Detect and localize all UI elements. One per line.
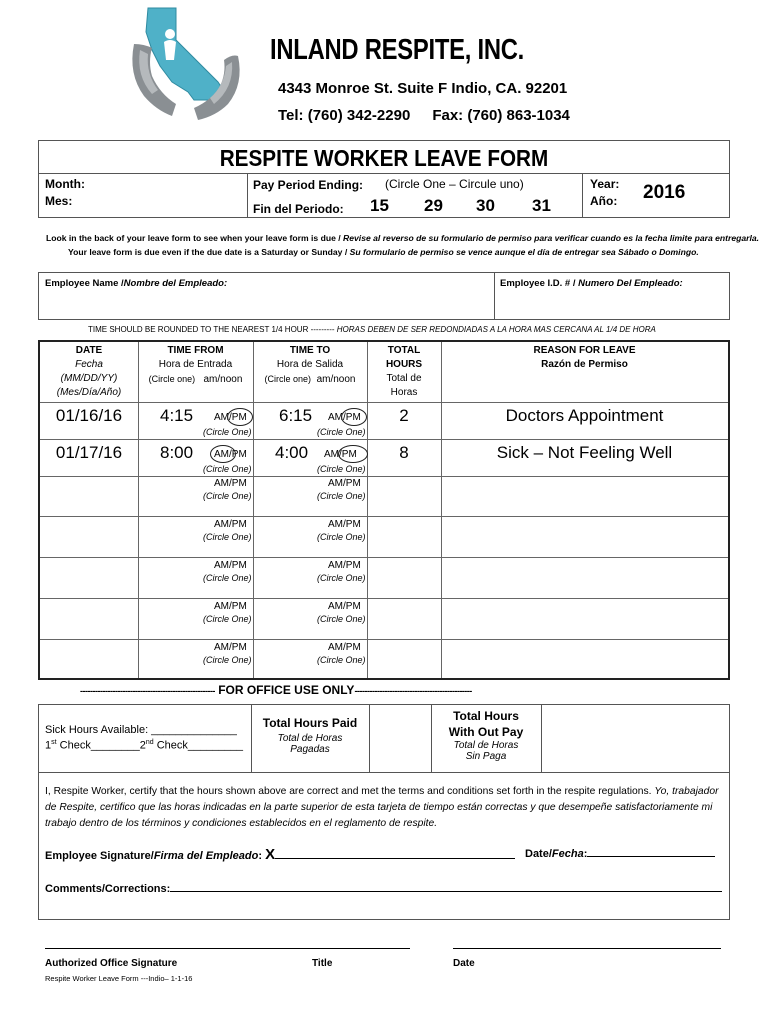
circle-one-hint: (Circle One) <box>317 655 366 665</box>
due-notice-2: Your leave form is due even if the due date is a Saturday or Sunday / Su formulario de permiso se vence aunque el día de entregar sea Sábado o Domingo. <box>68 247 699 257</box>
form-title: RESPITE WORKER LEAVE FORM <box>219 145 549 171</box>
circle-one-hint: (Circle One) <box>203 573 252 583</box>
due-notice-1: Look in the back of your leave form to see when your leave form is due / Revise al reverso de su formulario de permiso para verificar cuando es la fecha limite para entregarla. <box>46 233 760 243</box>
total-hours-header: TOTAL HOURS Total de Horas <box>385 345 423 398</box>
pm-circle-mark <box>341 408 367 426</box>
ampm-option[interactable]: AM/PM <box>328 478 361 489</box>
ampm-option[interactable]: AM/PM <box>214 519 247 530</box>
company-fax: Fax: (760) 863-1034 <box>432 107 570 124</box>
am-circle-mark <box>210 445 236 463</box>
ampm-option[interactable]: AM/PM <box>214 412 247 423</box>
authorized-signature-label: Authorized Office Signature <box>45 958 178 969</box>
certification-text: I, Respite Worker, certify that the hours shown above are correct and met the terms and conditions set forth in the respite regulations. Yo, trabajador de Respite, certifico que las horas indicadas en la parte superior de esta tarjeta de tiempo están correctas y que desempeñe satisfactoriamente mi trabajo dentro de los términos y condiciones establecidos en el reglamento de respite. <box>45 786 719 829</box>
employee-signature-field[interactable]: Employee Signature/Firma del Empleado: X <box>45 846 515 863</box>
title-label: Title <box>312 958 333 969</box>
ampm-option[interactable]: AM/PM <box>328 560 361 571</box>
time-from-header: TIME FROM Hora de Entrada (Circle one) am/noon <box>148 345 243 385</box>
total-without-pay-cell[interactable]: Total Hours With Out Pay Total de Horas Sin Paga <box>448 709 524 762</box>
ampm-option[interactable]: AM/PM <box>328 642 361 653</box>
circle-one-hint: (Circle One) <box>317 491 366 501</box>
company-tel: Tel: (760) 342-2290 <box>278 107 411 124</box>
leave-table <box>38 340 730 680</box>
entry-date[interactable]: 01/16/16 <box>55 406 123 425</box>
form-version: Respite Worker Leave Form ---Indio– 1-1-16 <box>45 974 193 983</box>
company-address: 4343 Monroe St. Suite F Indio, CA. 92201 <box>278 80 568 97</box>
divider <box>38 173 730 174</box>
entry-time-from[interactable]: 4:15 <box>160 406 194 425</box>
date-header: DATE Fecha (MM/DD/YY) (Mes/Día/Año) <box>56 345 122 398</box>
ampm-option[interactable]: AM/PM <box>214 449 247 460</box>
ampm-option[interactable]: AM/PM <box>328 412 361 423</box>
fin-del-periodo-label: Fin del Periodo: <box>253 202 344 216</box>
entry-time-from[interactable]: 8:00 <box>160 443 194 462</box>
authorized-signature-line[interactable] <box>45 948 410 949</box>
ampm-option[interactable]: AM/PM <box>214 560 247 571</box>
circle-one-hint: (Circle One) <box>317 427 366 437</box>
circle-one-hint: (Circle One) <box>317 573 366 583</box>
company-logo <box>126 4 246 122</box>
entry-reason[interactable]: Doctors Appointment <box>505 406 664 425</box>
sick-hours-field[interactable]: Sick Hours Available: ______________ <box>45 724 237 736</box>
pm-circle-mark <box>338 445 368 463</box>
month-label: Month: <box>45 177 85 191</box>
signature-date-field[interactable]: Date/Fecha: <box>525 848 715 860</box>
employee-name-field[interactable]: Employee Name /Nombre del Empleado: <box>45 278 228 289</box>
period-day-option[interactable]: 31 <box>532 196 551 215</box>
divider <box>541 704 542 772</box>
ampm-option[interactable]: AM/PM <box>328 601 361 612</box>
circle-one-hint: (Circle One) <box>317 532 366 542</box>
entry-hours[interactable]: 8 <box>399 443 409 462</box>
entry-reason[interactable]: Sick – Not Feeling Well <box>496 443 673 462</box>
date-label: Date <box>453 958 475 969</box>
entry-date[interactable]: 01/17/16 <box>55 443 123 462</box>
pay-period-label: Pay Period Ending: <box>253 178 364 192</box>
period-day-option[interactable]: 29 <box>424 196 443 215</box>
ano-label: Año: <box>590 194 618 208</box>
divider <box>38 772 730 773</box>
comments-field[interactable]: Comments/Corrections: <box>45 883 722 895</box>
entry-time-to[interactable]: 6:15 <box>279 406 313 425</box>
check-fields[interactable]: 1st Check________2nd Check_________ <box>45 739 243 752</box>
divider <box>582 173 583 218</box>
circle-one-hint: (Circle One) <box>203 491 252 501</box>
rounding-notice: TIME SHOULD BE ROUNDED TO THE NEAREST 1/4 HOUR --------- HORAS DEBEN DE SER REDONDIADAS A LA HORA MAS CERCANA AL 1/4 DE HORA <box>88 325 656 334</box>
company-phones <box>278 107 570 124</box>
circle-one-hint: (Circle One) <box>203 614 252 624</box>
period-day-option[interactable]: 15 <box>370 196 389 215</box>
divider <box>247 173 248 218</box>
circle-one-hint: (Circle One) <box>203 464 252 474</box>
time-to-header: TIME TO Hora de Salida (Circle one) am/noon <box>264 345 356 385</box>
office-use-banner: ------------------------------------------------------ FOR OFFICE USE ONLY----------------------------------------------- <box>80 683 472 697</box>
total-hours-paid-cell[interactable]: Total Hours Paid Total de Horas Pagadas <box>262 716 358 755</box>
year-label: Year: <box>590 177 620 191</box>
company-name: INLAND RESPITE, INC. <box>270 34 525 66</box>
entry-hours[interactable]: 2 <box>399 406 409 425</box>
period-day-option[interactable]: 30 <box>476 196 495 215</box>
circle-one-hint: (Circle One) <box>317 614 366 624</box>
circle-one-hint: (Circle One) <box>203 427 252 437</box>
circle-one-instruction: (Circle One – Circule uno) <box>385 177 524 191</box>
entry-time-to[interactable]: 4:00 <box>275 443 309 462</box>
employee-id-field[interactable]: Employee I.D. # / Numero Del Empleado: <box>500 278 683 289</box>
ampm-option[interactable]: AM/PM <box>214 478 247 489</box>
ampm-option[interactable]: AM/PM <box>324 449 357 460</box>
mes-label: Mes: <box>45 194 73 208</box>
divider <box>369 704 370 772</box>
footer-date-line[interactable] <box>453 948 721 949</box>
circle-one-hint: (Circle One) <box>317 464 366 474</box>
ampm-option[interactable]: AM/PM <box>214 642 247 653</box>
divider <box>494 272 495 320</box>
circle-one-hint: (Circle One) <box>203 532 252 542</box>
year-value[interactable]: 2016 <box>643 182 686 203</box>
ampm-option[interactable]: AM/PM <box>328 519 361 530</box>
circle-one-hint: (Circle One) <box>203 655 252 665</box>
pm-circle-mark <box>227 408 253 426</box>
ampm-option[interactable]: AM/PM <box>214 601 247 612</box>
reason-header: REASON FOR LEAVE Razón de Permiso <box>533 345 636 370</box>
